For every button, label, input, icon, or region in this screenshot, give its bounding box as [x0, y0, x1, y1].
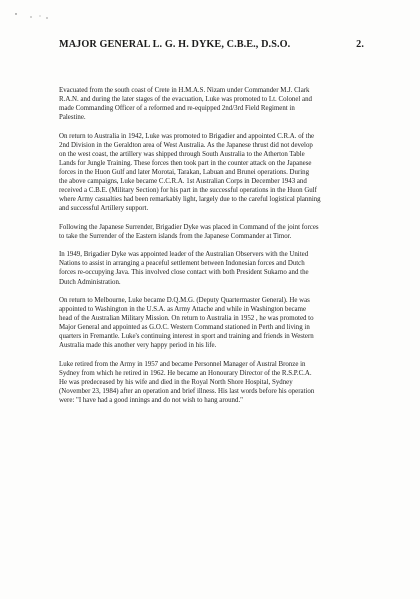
text-line: on the west coast, the artillery was shipped through South Australia to the Atherton Table: [59, 150, 305, 158]
body-paragraph: [59, 296, 379, 351]
page-header: [59, 39, 364, 50]
text-line: Major General and appointed as G.O.C. Western Command stationed in Perth and living in: [59, 324, 310, 332]
text-line: Following the Japanese Surrender, Brigadier Dyke was placed in Command of the joint forces: [59, 223, 319, 231]
text-line: Lands for Jungle Training. These forces then took part in the counter attack on the Japanese: [59, 159, 312, 167]
text-line: On return to Melbourne, Luke became D.Q.M.G. (Deputy Quartermaster General). He was: [59, 296, 310, 304]
text-line: made Commanding Officer of a reformed and re-equipped 2nd/3rd Field Regiment in: [59, 105, 295, 113]
text-line: (November 23, 1984) after an operation and brief illness. His last words before his operation: [59, 388, 315, 396]
text-line: to take the Surrender of the Eastern islands from the Japanese Commander at Timor.: [59, 232, 292, 240]
page-number: 2.: [356, 39, 364, 50]
text-line: Sydney from which he retired in 1962. He became an Honourary Director of the R.S.P.C.A.: [59, 369, 312, 377]
text-line: appointed to Washington in the U.S.A. as Army Attache and while in Washington became: [59, 306, 307, 314]
text-line: the above campaigns, Luke became C.C.R.A. 1st Australian Corps in December 1943 and: [59, 178, 307, 186]
text-line: Nations to assist in arranging a peaceful settlement between Indonesian forces and Dutch: [59, 260, 305, 268]
text-line: received a C.B.E. (Military Section) for his part in the successful operations in the Huon Gulf: [59, 187, 317, 195]
body-paragraph: [59, 360, 379, 405]
text-line: were: "I have had a good innings and do not wish to hang around.": [59, 397, 243, 405]
scan-speck-marks: [14, 10, 54, 22]
text-line: forces in the Huon Gulf and later Morotai, Tarakan, Labuan and Brunei operations. During: [59, 169, 310, 177]
text-line: Dutch Administration.: [59, 278, 121, 286]
document-title: MAJOR GENERAL L. G. H. DYKE, C.B.E., D.S.O.: [59, 39, 291, 50]
text-line: On return to Australia in 1942, Luke was promoted to Brigadier and appointed C.R.A. of the: [59, 132, 315, 140]
text-line: and successful Artillery support.: [59, 205, 149, 213]
body-paragraph: [59, 223, 379, 241]
body-paragraph: [59, 86, 379, 122]
text-line: Evacuated from the south coast of Crete in H.M.A.S. Nizam under Commander M.J. Clark: [59, 87, 310, 94]
text-line: R.A.N. and during the later stages of the evacuation, Luke was promoted to Lt. Colonel and: [59, 96, 312, 104]
text-line: 2nd Division in the Geraldton area of West Australia. As the Japanese thrust did not develop: [59, 141, 313, 149]
text-line: Luke retired from the Army in 1957 and became Personnel Manager of Austral Bronze in: [59, 360, 306, 368]
text-line: Palestine.: [59, 114, 86, 122]
text-line: where Army casualties had been remarkably light, largely due to the careful logistical planning: [59, 196, 321, 204]
document-body: [59, 86, 379, 415]
text-line: head of the Australian Military Mission. On return to Australia in 1952 , he was promoted to: [59, 315, 314, 323]
text-line: Australia made this another very happy period in his life.: [59, 342, 217, 350]
body-paragraph: [59, 250, 379, 286]
text-line: forces re-occupying Java. This involved close contact with both President Sukarno and the: [59, 269, 309, 277]
text-line: In 1949, Brigadier Dyke was appointed leader of the Australian Observers with the United: [59, 251, 309, 259]
text-line: quarters in Fremantle. Luke's continuing interest in sport and training and friends in Western: [59, 333, 314, 341]
body-paragraph: [59, 132, 379, 214]
text-line: He was predeceased by his wife and died in the Royal North Shore Hospital, Sydney: [59, 379, 293, 387]
